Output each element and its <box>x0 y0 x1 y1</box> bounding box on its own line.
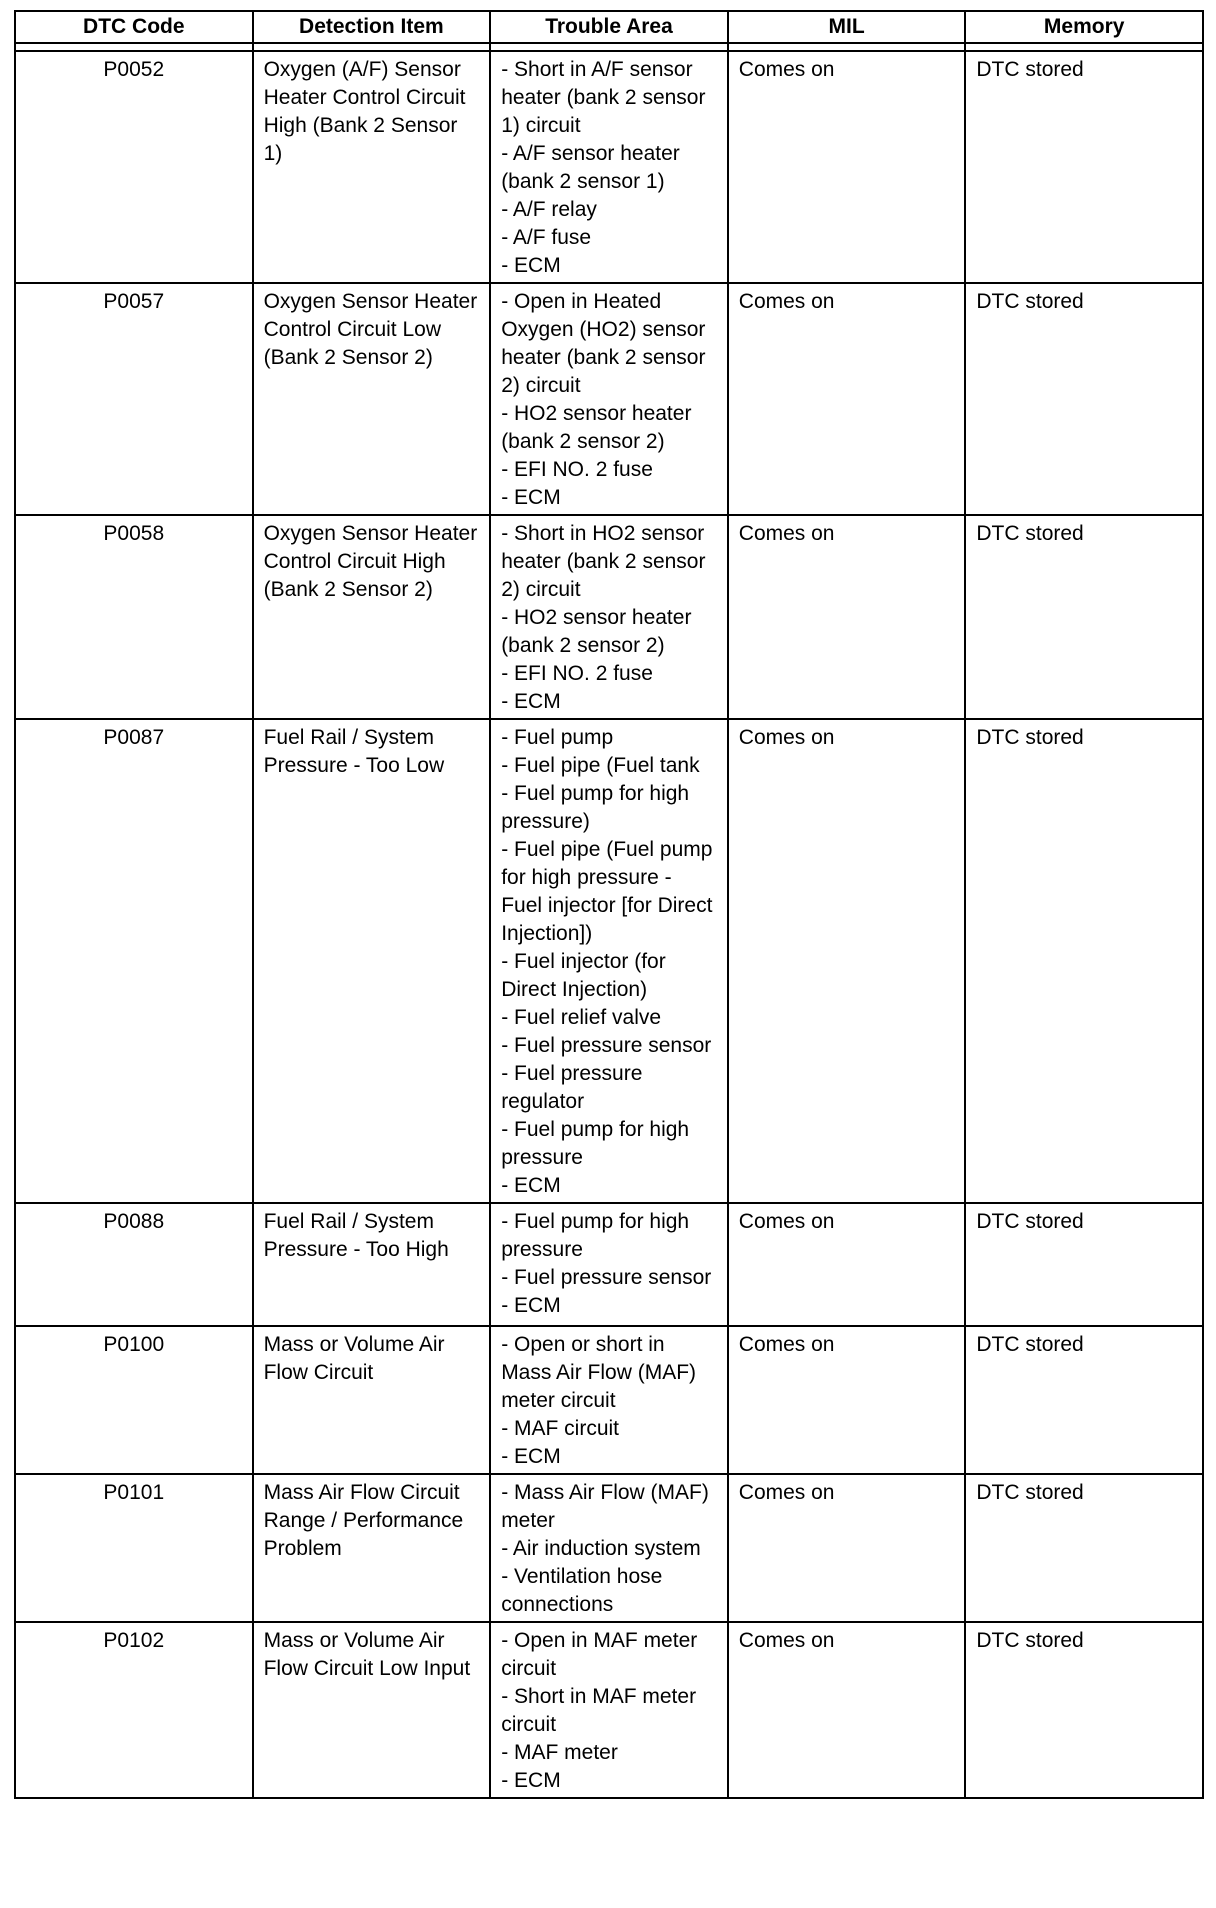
memory-cell: DTC stored <box>965 515 1203 719</box>
trouble-area-line: - ECM <box>501 1174 561 1197</box>
mil-cell: Comes on <box>728 1203 966 1326</box>
mil-cell: Comes on <box>728 283 966 515</box>
detection-item-cell: Oxygen (A/F) Sensor Heater Control Circuit High (Bank 2 Sensor 1) <box>253 51 491 283</box>
detection-item-cell: Fuel Rail / System Pressure - Too Low <box>253 719 491 1203</box>
trouble-area-line: - A/F relay <box>501 198 597 221</box>
trouble-area-cell <box>490 719 728 1203</box>
header-dtc-code: DTC Code <box>15 11 253 43</box>
detection-item-cell: Fuel Rail / System Pressure - Too High <box>253 1203 491 1326</box>
trouble-area-line: - HO2 sensor heater (bank 2 sensor 2) <box>501 402 692 453</box>
trouble-area-line: - MAF circuit <box>501 1417 620 1440</box>
memory-cell: DTC stored <box>965 1326 1203 1474</box>
dtc-table <box>14 10 1204 1799</box>
trouble-area-line: - Fuel pipe (Fuel pump for high pressure - Fuel injector [for Direct Injection]) <box>501 838 713 945</box>
header-trouble-area: Trouble Area <box>490 11 728 43</box>
trouble-area-line: - EFI NO. 2 fuse <box>501 458 653 481</box>
trouble-area-line: - ECM <box>501 254 561 277</box>
trouble-area-line: - EFI NO. 2 fuse <box>501 662 653 685</box>
mil-cell: Comes on <box>728 719 966 1203</box>
mil-cell: Comes on <box>728 51 966 283</box>
trouble-area-line: - Fuel pressure sensor <box>501 1034 712 1057</box>
detection-item-cell: Mass or Volume Air Flow Circuit <box>253 1326 491 1474</box>
trouble-area-line: - Air induction system <box>501 1537 701 1560</box>
trouble-area-line: - Mass Air Flow (MAF) meter <box>501 1481 709 1532</box>
trouble-area-line: - Fuel pump for high pressure <box>501 1210 690 1261</box>
trouble-area-cell <box>490 1203 728 1326</box>
trouble-area-line: - Ventilation hose connections <box>501 1565 663 1616</box>
header-divider <box>15 43 1203 51</box>
trouble-area-line: - Open in Heated Oxygen (HO2) sensor heater (bank 2 sensor 2) circuit <box>501 290 706 397</box>
trouble-area-line: - Fuel injector (for Direct Injection) <box>501 950 666 1001</box>
table-row <box>15 719 1203 1203</box>
mil-cell: Comes on <box>728 1474 966 1622</box>
trouble-area-line: - MAF meter <box>501 1741 618 1764</box>
table-row <box>15 51 1203 283</box>
trouble-area-cell <box>490 51 728 283</box>
memory-cell: DTC stored <box>965 51 1203 283</box>
trouble-area-line: - ECM <box>501 690 561 713</box>
table-row <box>15 1622 1203 1798</box>
trouble-area-line: - A/F sensor heater (bank 2 sensor 1) <box>501 142 680 193</box>
trouble-area-cell <box>490 1474 728 1622</box>
trouble-area-line: - Fuel pump for high pressure <box>501 1118 690 1169</box>
dtc-code-cell: P0058 <box>15 515 253 719</box>
trouble-area-line: - A/F fuse <box>501 226 592 249</box>
dtc-code-cell: P0100 <box>15 1326 253 1474</box>
trouble-area-line: - Fuel pressure sensor <box>501 1266 712 1289</box>
trouble-area-line: - Fuel pump <box>501 726 614 749</box>
detection-item-cell: Mass or Volume Air Flow Circuit Low Input <box>253 1622 491 1798</box>
dtc-code-cell: P0087 <box>15 719 253 1203</box>
trouble-area-line: - Fuel pump for high pressure) <box>501 782 690 833</box>
detection-item-cell: Oxygen Sensor Heater Control Circuit High (Bank 2 Sensor 2) <box>253 515 491 719</box>
dtc-code-cell: P0101 <box>15 1474 253 1622</box>
header-mil: MIL <box>728 11 966 43</box>
memory-cell: DTC stored <box>965 1474 1203 1622</box>
dtc-code-cell: P0102 <box>15 1622 253 1798</box>
trouble-area-line: - Open or short in Mass Air Flow (MAF) meter circuit <box>501 1333 697 1412</box>
trouble-area-line: - Fuel relief valve <box>501 1006 662 1029</box>
trouble-area-line: - Short in HO2 sensor heater (bank 2 sensor 2) circuit <box>501 522 706 601</box>
trouble-area-line: - ECM <box>501 1445 561 1468</box>
header-row <box>15 11 1203 43</box>
trouble-area-line: - Open in MAF meter circuit <box>501 1629 698 1680</box>
table-row <box>15 1203 1203 1326</box>
header-detection-item: Detection Item <box>253 11 491 43</box>
table-row <box>15 1474 1203 1622</box>
memory-cell: DTC stored <box>965 283 1203 515</box>
trouble-area-line: - Short in MAF meter circuit <box>501 1685 697 1736</box>
memory-cell: DTC stored <box>965 1203 1203 1326</box>
table-header <box>15 11 1203 51</box>
memory-cell: DTC stored <box>965 1622 1203 1798</box>
trouble-area-line: - HO2 sensor heater (bank 2 sensor 2) <box>501 606 692 657</box>
trouble-area-cell <box>490 1326 728 1474</box>
mil-cell: Comes on <box>728 1622 966 1798</box>
trouble-area-line: - Short in A/F sensor heater (bank 2 sensor 1) circuit <box>501 58 706 137</box>
mil-cell: Comes on <box>728 1326 966 1474</box>
trouble-area-cell <box>490 515 728 719</box>
table-row <box>15 283 1203 515</box>
table-row <box>15 515 1203 719</box>
dtc-code-cell: P0057 <box>15 283 253 515</box>
trouble-area-line: - ECM <box>501 1769 561 1792</box>
trouble-area-cell <box>490 1622 728 1798</box>
table-row <box>15 1326 1203 1474</box>
trouble-area-cell <box>490 283 728 515</box>
trouble-area-line: - ECM <box>501 1294 561 1317</box>
detection-item-cell: Mass Air Flow Circuit Range / Performance Problem <box>253 1474 491 1622</box>
table-body <box>15 51 1203 1798</box>
trouble-area-line: - Fuel pressure regulator <box>501 1062 643 1113</box>
detection-item-cell: Oxygen Sensor Heater Control Circuit Low (Bank 2 Sensor 2) <box>253 283 491 515</box>
dtc-code-cell: P0052 <box>15 51 253 283</box>
dtc-code-cell: P0088 <box>15 1203 253 1326</box>
trouble-area-line: - ECM <box>501 486 561 509</box>
mil-cell: Comes on <box>728 515 966 719</box>
header-memory: Memory <box>965 11 1203 43</box>
memory-cell: DTC stored <box>965 719 1203 1203</box>
trouble-area-line: - Fuel pipe (Fuel tank <box>501 754 700 777</box>
